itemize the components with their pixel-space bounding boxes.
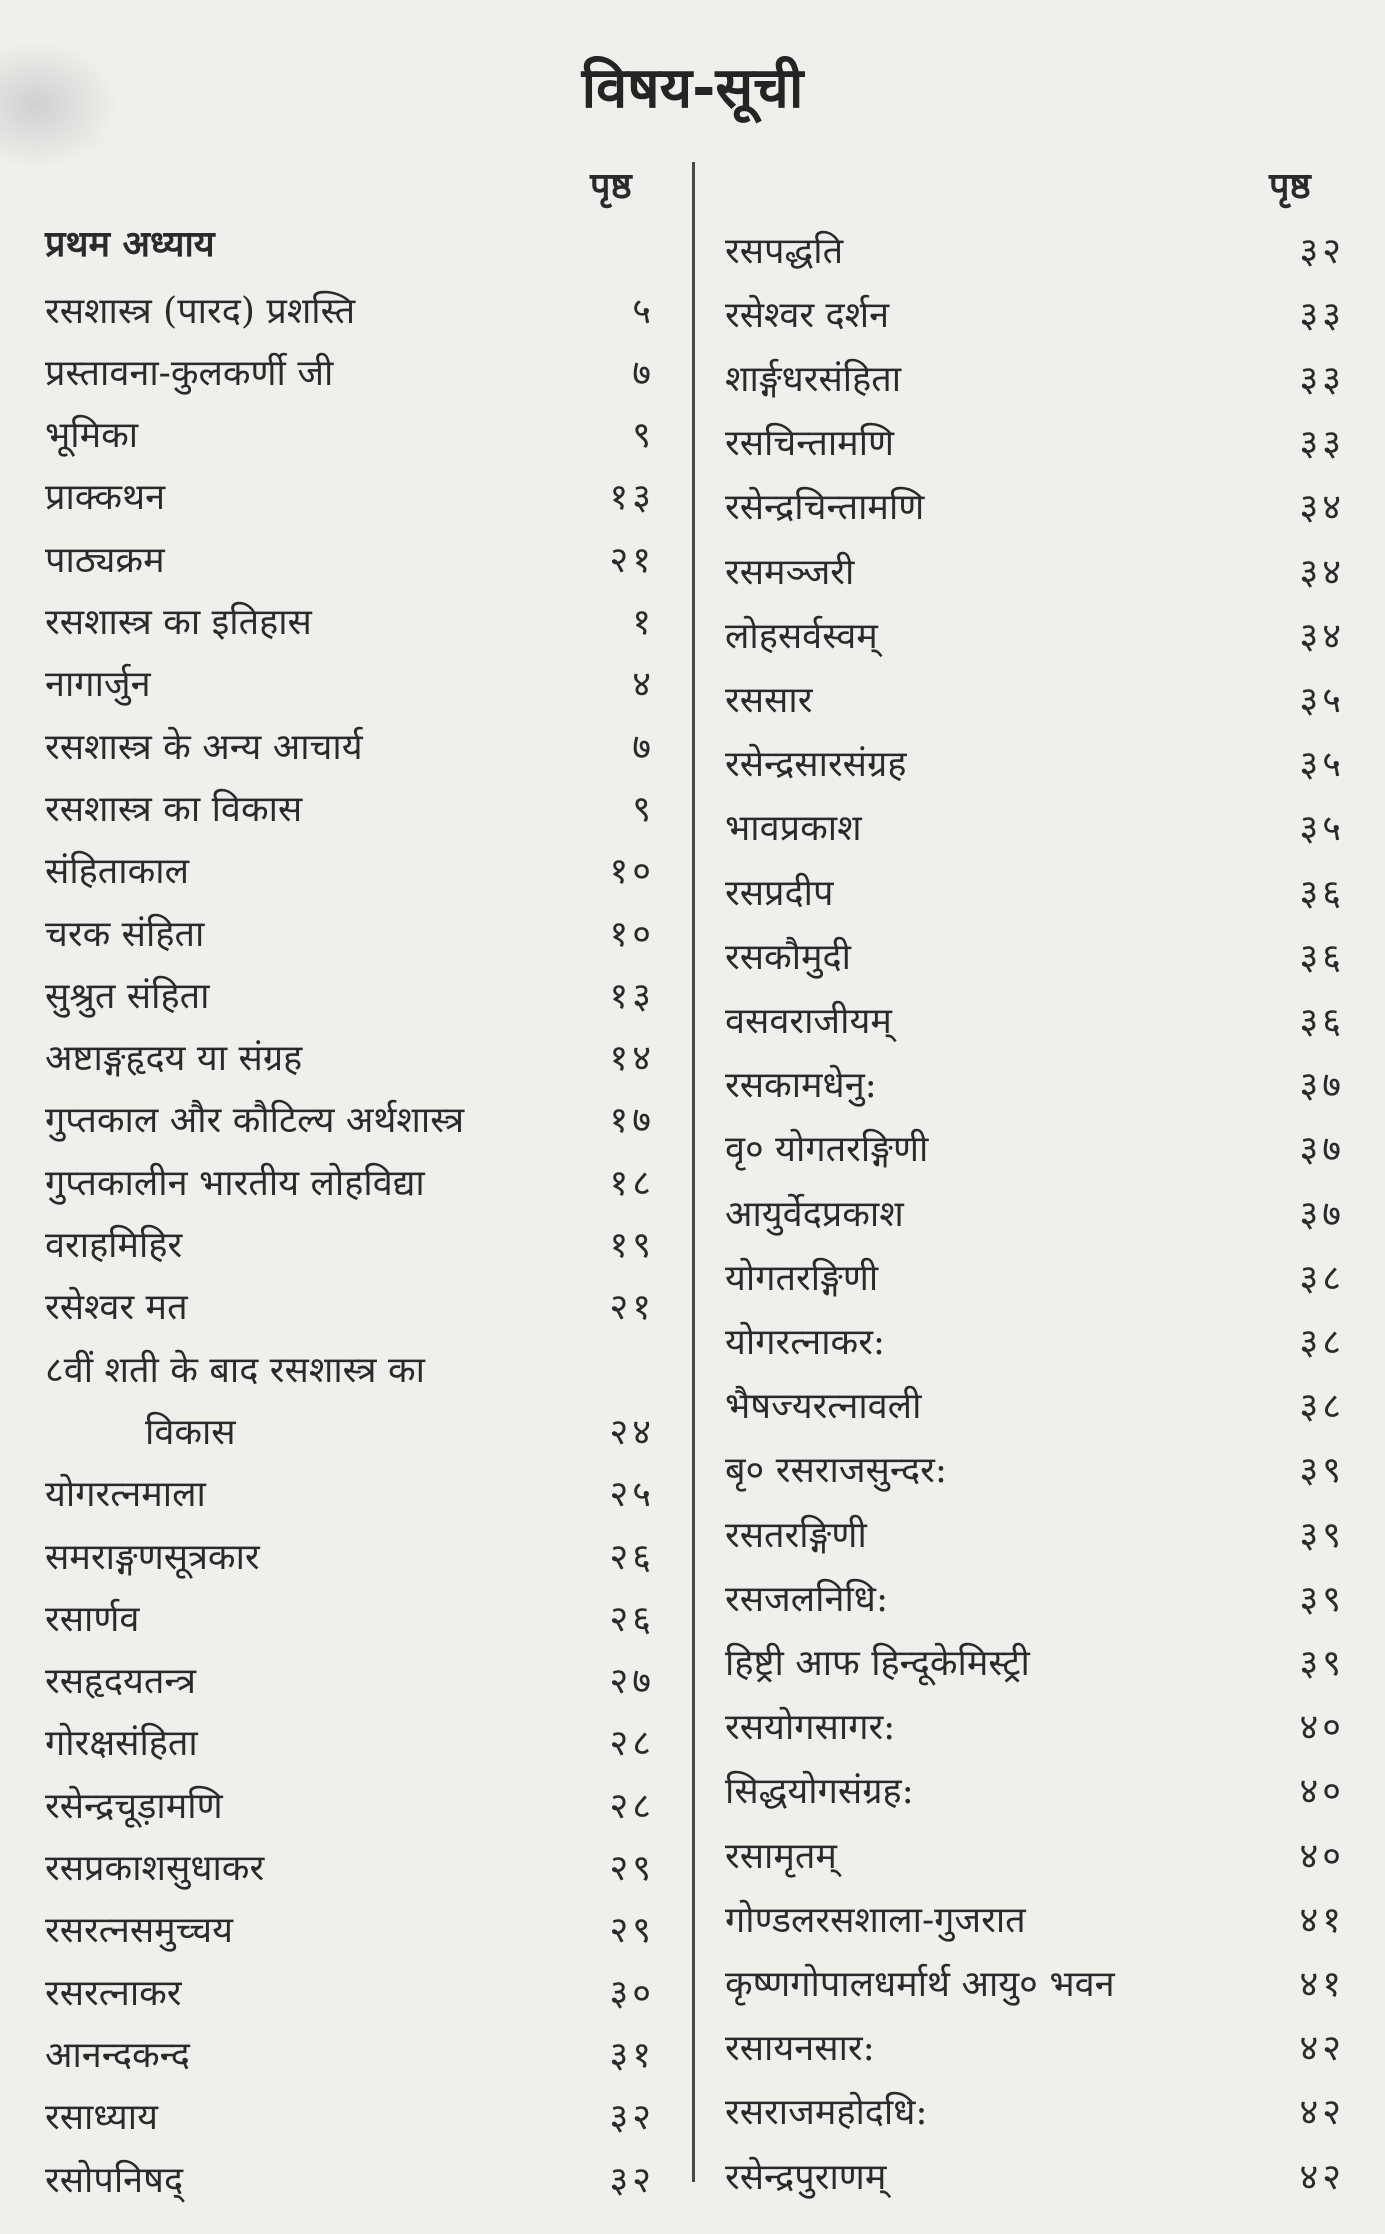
- toc-entry: [45, 1960, 655, 2022]
- toc-entry: [725, 1630, 1345, 1692]
- toc-entry-page: ३८: [1299, 1257, 1345, 1299]
- column-divider: [692, 162, 695, 2182]
- toc-entry-title: रसचिन्तामणि: [725, 423, 895, 465]
- toc-entry-title: वराहमिहिर: [45, 1225, 183, 1266]
- toc-entry-page: ३८: [1299, 1321, 1345, 1363]
- toc-entry: [725, 218, 1345, 280]
- toc-entry-page: १७: [609, 1100, 655, 1142]
- toc-entry-title: रसरत्नाकर: [45, 1972, 182, 2014]
- toc-entry-page: ३७: [1299, 1065, 1345, 1107]
- toc-entry-page: २५: [609, 1474, 655, 1516]
- toc-entry-title: रसपद्धति: [725, 230, 844, 272]
- toc-entry: [45, 527, 655, 589]
- toc-entry-page: ४२: [1299, 2156, 1345, 2198]
- toc-entry-title: रसेन्द्रसारसंग्रह: [725, 744, 907, 786]
- page-column-header: पृष्ठ: [1269, 166, 1311, 207]
- toc-entry: [45, 1275, 655, 1337]
- toc-entry: [45, 1462, 655, 1524]
- toc-entry-title: रसहृदयतन्त्र: [45, 1661, 196, 1703]
- toc-entry-page: २८: [609, 1723, 655, 1765]
- toc-entry: [725, 1823, 1345, 1885]
- toc-entry-page: ३२: [609, 2159, 655, 2201]
- toc-entry-title: रसराजमहोदधि:: [725, 2092, 928, 2134]
- toc-entry-page: ३९: [1299, 1450, 1345, 1492]
- toc-entry-title: सिद्धयोगसंग्रह:: [725, 1771, 914, 1813]
- toc-entry: [45, 465, 655, 527]
- toc-entry-page: ३४: [1299, 551, 1345, 593]
- toc-entry-page: २१: [609, 539, 655, 581]
- toc-entry: [725, 411, 1345, 473]
- toc-entry-title: समराङ्गणसूत्रकार: [45, 1536, 260, 1578]
- toc-entry-page: २९: [609, 1910, 655, 1952]
- toc-entry-page: १०: [609, 851, 655, 893]
- toc-entry-page: ४०: [1299, 1835, 1345, 1877]
- toc-entry-title: रससार: [725, 679, 813, 721]
- toc-entry-title: वृ० योगतरङ्गिणी: [725, 1129, 929, 1171]
- toc-entry: [725, 1245, 1345, 1307]
- page-title: विषय-सूची: [581, 56, 804, 121]
- toc-entry-page: ५: [632, 290, 655, 332]
- toc-entry-page: ३६: [1299, 872, 1345, 914]
- toc-entry: [725, 1951, 1345, 2013]
- toc-entry-title: रसाध्याय: [45, 2097, 159, 2139]
- toc-entry-page: ३३: [1299, 294, 1345, 336]
- toc-entry-title: योगरत्नाकर:: [725, 1321, 886, 1363]
- toc-entry: [725, 924, 1345, 986]
- toc-entry-title: गुप्तकालीन भारतीय लोहविद्या: [45, 1162, 425, 1204]
- toc-entry: [45, 1773, 655, 1835]
- toc-entry: [45, 963, 655, 1025]
- toc-entry: [45, 1649, 655, 1711]
- toc-entry: [725, 1759, 1345, 1821]
- toc-entry-title: रसमञ्जरी: [725, 551, 855, 593]
- toc-entry: [725, 2016, 1345, 2078]
- toc-entry-page: ३३: [1299, 358, 1345, 400]
- toc-entry-page: २८: [609, 1785, 655, 1827]
- toc-entry: [45, 1213, 655, 1275]
- toc-entry-page: ३५: [1299, 679, 1345, 721]
- toc-entry: [725, 1117, 1345, 1179]
- toc-entry-page: २४: [609, 1411, 655, 1453]
- toc-entry-page: ३९: [1299, 1514, 1345, 1556]
- toc-entry: [725, 1309, 1345, 1371]
- toc-entry-title: योगरत्नमाला: [45, 1474, 206, 1516]
- toc-entry: [725, 1181, 1345, 1243]
- toc-entry: [725, 1438, 1345, 1500]
- toc-entry: [45, 1836, 655, 1898]
- toc-entry-title: रसशास्त्र का विकास: [45, 788, 303, 830]
- toc-entry: [45, 1026, 655, 1088]
- toc-entry-title: ८वीं शती के बाद रसशास्त्र का: [45, 1349, 425, 1391]
- toc-entry-page: २६: [609, 1536, 655, 1578]
- toc-entry: [725, 2144, 1345, 2206]
- toc-entry: [725, 988, 1345, 1050]
- toc-entry: [45, 901, 655, 963]
- toc-entry-title: रसकामधेनु:: [725, 1065, 877, 1107]
- toc-entry-page: ३८: [1299, 1386, 1345, 1428]
- toc-entry-page: २६: [609, 1598, 655, 1640]
- toc-entry: [725, 346, 1345, 408]
- toc-entry: [45, 1898, 655, 1960]
- toc-entry-title: संहिताकाल: [45, 851, 190, 893]
- toc-entry-page: ४०: [1299, 1771, 1345, 1813]
- toc-entry-title: रसामृतम्: [725, 1835, 837, 1877]
- toc-entry-title: शार्ङ्गधरसंहिता: [725, 358, 902, 400]
- toc-entry-page: १३: [609, 975, 655, 1017]
- toc-entry: [725, 1887, 1345, 1949]
- toc-entry: [725, 1502, 1345, 1564]
- toc-entry-page: १०: [609, 913, 655, 955]
- toc-entry: [45, 714, 655, 776]
- toc-entry-title: रसेश्वर दर्शन: [725, 294, 890, 336]
- toc-entry: [45, 776, 655, 838]
- toc-entry-page: २७: [609, 1661, 655, 1703]
- toc-entry-title: भावप्रकाश: [725, 808, 862, 850]
- toc-entry-title: विकास: [145, 1411, 236, 1453]
- toc-entry-title: पाठ्यक्रम: [45, 539, 165, 581]
- toc-entry: [45, 1586, 655, 1648]
- toc-entry-page: ९: [632, 788, 655, 830]
- toc-entry-page: ७: [632, 726, 655, 768]
- toc-entry-page: ४२: [1299, 2092, 1345, 2134]
- toc-entry-title: अष्टाङ्गहृदय या संग्रह: [45, 1038, 303, 1080]
- toc-entry-page: ३४: [1299, 487, 1345, 529]
- toc-entry-title: रसशास्त्र के अन्य आचार्य: [45, 726, 363, 768]
- toc-entry: [45, 1399, 655, 1461]
- toc-entry-page: १: [632, 602, 655, 643]
- toc-entry-page: ३३: [1299, 423, 1345, 465]
- toc-entry: [725, 1695, 1345, 1757]
- toc-entry: [725, 603, 1345, 665]
- toc-entry-title: रसतरङ्गिणी: [725, 1514, 867, 1556]
- toc-entry-page: ४: [632, 664, 655, 706]
- toc-entry-page: ३५: [1299, 744, 1345, 786]
- toc-entry: [45, 340, 655, 402]
- section-heading: प्रथम अध्याय: [45, 224, 215, 265]
- toc-entry-title: रसायनसार:: [725, 2028, 875, 2070]
- toc-entry-title: सुश्रुत संहिता: [45, 975, 210, 1017]
- toc-entry: [725, 539, 1345, 601]
- toc-entry-page: ३५: [1299, 808, 1345, 850]
- toc-entry-title: रसकौमुदी: [725, 936, 852, 978]
- toc-entry-title: हिष्ट्री आफ हिन्दूकेमिस्ट्री: [725, 1642, 1030, 1684]
- toc-entry-page: १३: [609, 477, 655, 519]
- toc-entry: [725, 1374, 1345, 1436]
- toc-entry-title: लोहसर्वस्वम्: [725, 615, 878, 657]
- toc-entry-page: ३७: [1299, 1193, 1345, 1235]
- toc-entry-title: आयुर्वेदप्रकाश: [725, 1193, 904, 1235]
- toc-entry: [725, 732, 1345, 794]
- toc-entry-page: ४०: [1299, 1707, 1345, 1749]
- toc-entry-title: रसशास्त्र (पारद) प्रशस्ति: [45, 290, 356, 332]
- toc-entry: [725, 667, 1345, 729]
- toc-entry: [45, 652, 655, 714]
- toc-entry: [45, 839, 655, 901]
- toc-entry-page: ४२: [1299, 2028, 1345, 2070]
- toc-entry: [45, 590, 655, 652]
- toc-entry: [725, 860, 1345, 922]
- toc-entry-title: भूमिका: [45, 415, 139, 457]
- toc-entry-page: २९: [609, 1848, 655, 1889]
- toc-entry-title: वसवराजीयम्: [725, 1000, 892, 1042]
- toc-entry-title: रसरत्नसमुच्चय: [45, 1910, 233, 1952]
- toc-entry-page: ४१: [1299, 1899, 1345, 1941]
- toc-entry: [45, 2147, 655, 2209]
- toc-entry-page: ९: [632, 415, 655, 457]
- toc-entry-title: गुप्तकाल और कौटिल्य अर्थशास्त्र: [45, 1100, 465, 1142]
- toc-entry-page: १४: [609, 1038, 655, 1080]
- toc-entry: [45, 403, 655, 465]
- toc-entry-page: ३२: [1299, 230, 1345, 272]
- toc-entry: [45, 2085, 655, 2147]
- toc-entry: [725, 2080, 1345, 2142]
- toc-entry: [725, 475, 1345, 537]
- toc-entry-title: रसयोगसागर:: [725, 1707, 896, 1749]
- toc-entry-page: ३९: [1299, 1578, 1345, 1620]
- toc-entry-page: ३१: [609, 2034, 655, 2076]
- toc-entry-title: रसप्रदीप: [725, 872, 834, 914]
- toc-entry-page: ३२: [609, 2097, 655, 2139]
- toc-entry-title: चरक संहिता: [45, 913, 205, 955]
- page-column-header: पृष्ठ: [590, 166, 632, 207]
- toc-entry-page: ३९: [1299, 1642, 1345, 1684]
- toc-entry: [45, 278, 655, 340]
- toc-entry-title: गोरक्षसंहिता: [45, 1723, 198, 1765]
- toc-entry-title: रसशास्त्र का इतिहास: [45, 602, 312, 643]
- toc-entry-title: रसेन्द्रचिन्तामणि: [725, 487, 925, 529]
- toc-entry: [725, 796, 1345, 858]
- toc-entry-page: ३०: [609, 1972, 655, 2014]
- toc-entry-title: आनन्दकन्द: [45, 2034, 190, 2076]
- toc-entry-title: गोण्डलरसशाला-गुजरात: [725, 1899, 1026, 1941]
- toc-entry-title: बृ० रसराजसुन्दर:: [725, 1450, 947, 1492]
- toc-entry-title: नागार्जुन: [45, 664, 151, 706]
- toc-entry-page: ३४: [1299, 615, 1345, 657]
- toc-entry-title: रसेन्द्रचूड़ामणि: [45, 1785, 223, 1827]
- toc-entry: [45, 2022, 655, 2084]
- toc-entry-page: ३७: [1299, 1129, 1345, 1171]
- toc-entry: [45, 1524, 655, 1586]
- toc-entry-title: रसप्रकाशसुधाकर: [45, 1848, 265, 1889]
- toc-entry-page: ७: [632, 352, 655, 394]
- toc-entry-title: रसोपनिषद्: [45, 2159, 184, 2201]
- toc-entry: [45, 1150, 655, 1212]
- toc-entry: [45, 1088, 655, 1150]
- toc-entry: [725, 1053, 1345, 1115]
- toc-entry-title: प्राक्कथन: [45, 477, 166, 519]
- toc-entry-page: १८: [609, 1162, 655, 1204]
- toc-entry-title: रसजलनिधि:: [725, 1578, 889, 1620]
- toc-entry-title: प्रस्तावना-कुलकर्णी जी: [45, 352, 334, 394]
- toc-entry-title: भैषज्यरत्नावली: [725, 1386, 922, 1428]
- toc-entry-page: ३६: [1299, 1000, 1345, 1042]
- toc-entry: [45, 1711, 655, 1773]
- toc-entry-page: २१: [609, 1287, 655, 1329]
- toc-entry-page: १९: [609, 1225, 655, 1266]
- toc-entry-title: रसेश्वर मत: [45, 1287, 188, 1329]
- toc-entry: [725, 1566, 1345, 1628]
- toc-entry-page: ३६: [1299, 936, 1345, 978]
- toc-entry-title: योगतरङ्गिणी: [725, 1257, 879, 1299]
- toc-entry-title: रसेन्द्रपुराणम्: [725, 2156, 887, 2198]
- toc-entry-page: ४१: [1299, 1963, 1345, 2005]
- toc-entry: [725, 282, 1345, 344]
- toc-entry-title: रसार्णव: [45, 1598, 140, 1640]
- toc-entry: [45, 1337, 655, 1399]
- toc-entry-title: कृष्णगोपालधर्मार्थ आयु० भवन: [725, 1963, 1115, 2005]
